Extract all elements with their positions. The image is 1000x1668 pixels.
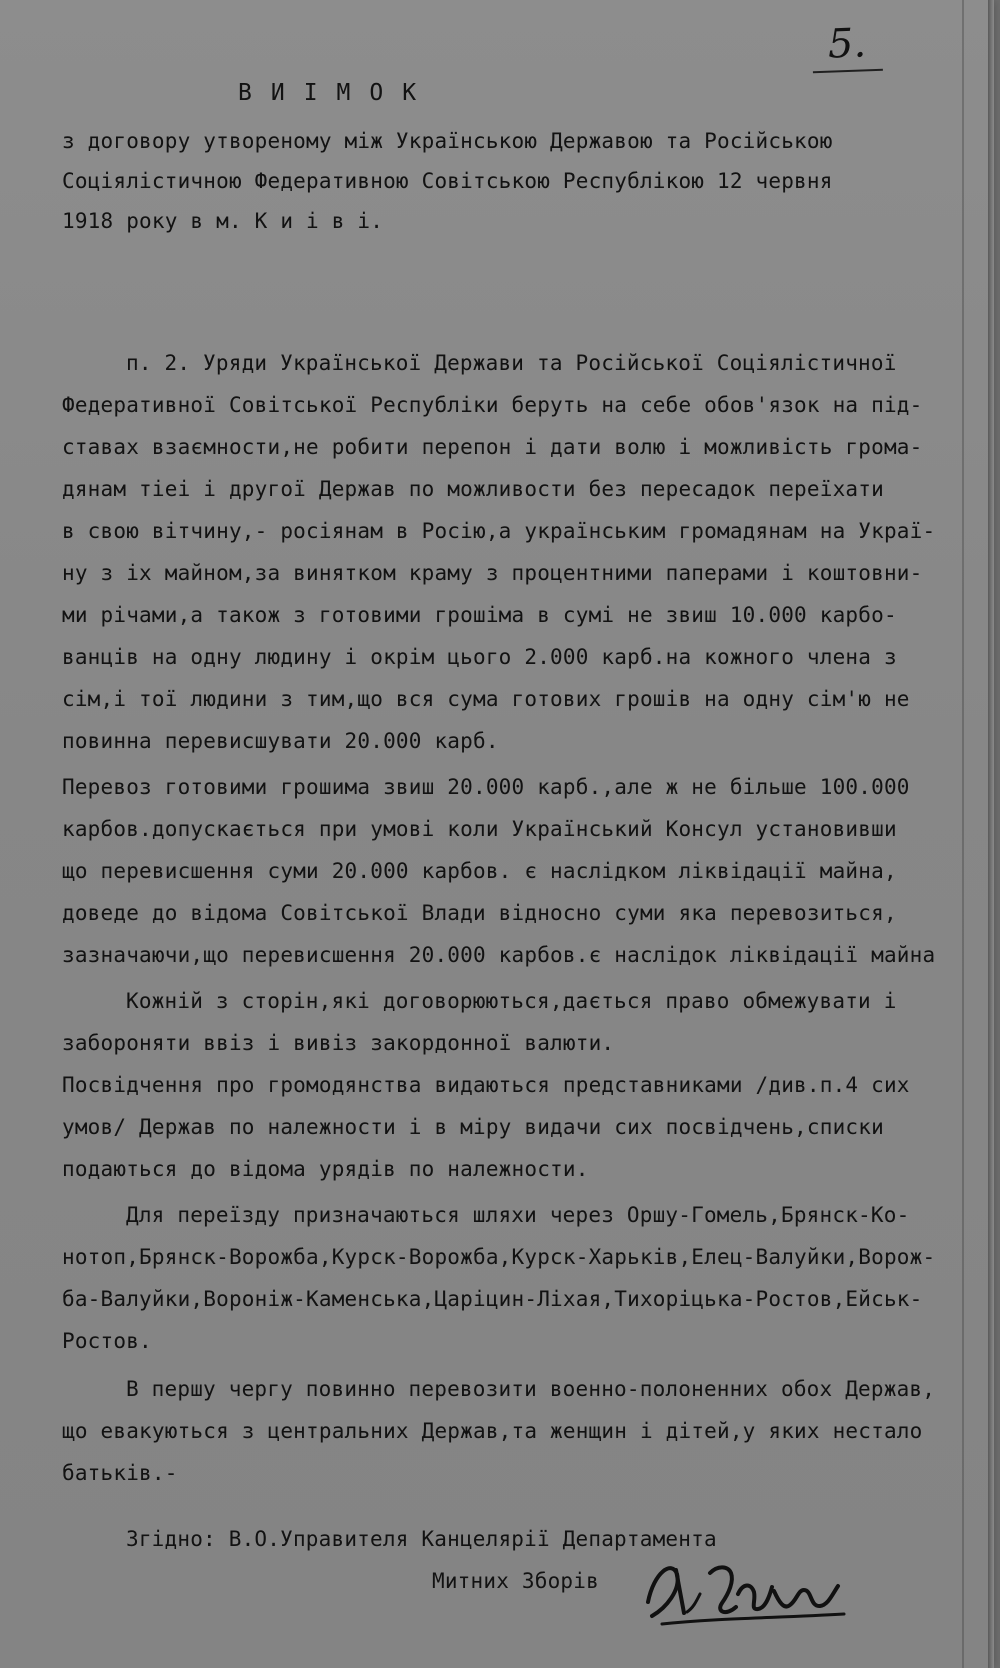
paragraph-5-line-3: ба-Валуйки,Вороніж-Каменська,Царіцин-Ліхая,Тихоріцька-Ростов,Ейськ- bbox=[62, 1287, 923, 1311]
page-number: 5. bbox=[811, 17, 883, 73]
paragraph-4-line-3: подаються до відома урядів по належности. bbox=[62, 1157, 589, 1181]
paragraph-1-line-2: Федеративної Совітської Республіки беруть на себе обов'язок на під- bbox=[62, 393, 923, 417]
paragraph-6-line-1: В першу чергу повинно перевозити военно-полоненних обох Держав, bbox=[126, 1377, 936, 1401]
document-title: ВИІМОК bbox=[238, 80, 436, 106]
paragraph-4-line-1: Посвідчення про громодянства видаються представниками /див.п.4 сих bbox=[62, 1073, 910, 1097]
paragraph-2-line-3: що перевисшення суми 20.000 карбов. є наслідком ліквідації майна, bbox=[62, 859, 897, 883]
signature-icon bbox=[630, 1546, 860, 1636]
paragraph-2-line-1: Перевоз готовими грошима звиш 20.000 карб.,але ж не більше 100.000 bbox=[62, 775, 910, 799]
paragraph-6-line-3: батьків.- bbox=[62, 1461, 178, 1485]
paragraph-2-line-5: зазначаючи,що перевисшення 20.000 карбов.є наслідок ліквідації майна bbox=[62, 943, 936, 967]
paragraph-3-line-2: забороняти ввіз і вивіз закордонної валюти. bbox=[62, 1031, 615, 1055]
paragraph-1-line-5: в свою вітчину,- росіянам в Росію,а українським громадянам на Украї- bbox=[62, 519, 936, 543]
paragraph-1-line-10: повинна перевисшувати 20.000 карб. bbox=[62, 729, 499, 753]
paragraph-1-line-3: ставах взаємности,не робити перепон і дати волю і можливість грома- bbox=[62, 435, 923, 459]
paragraph-2-line-4: доведе до відома Совітської Влади відносно суми яка перевозиться, bbox=[62, 901, 897, 925]
paragraph-5-line-1: Для переїзду призначаються шляхи через Оршу-Гомель,Брянск-Ко- bbox=[126, 1203, 910, 1227]
paragraph-6-line-2: що евакуються з центральних Держав,та женщин і дітей,у яких нестало bbox=[62, 1419, 923, 1443]
paragraph-3-line-1: Кожній з сторін,які договорюються,дається право обмежувати і bbox=[126, 989, 897, 1013]
signature bbox=[630, 1546, 860, 1636]
paragraph-1-line-4: дянам тіеі і другої Держав по можливости без пересадок переїхати bbox=[62, 477, 884, 501]
agreement-line-2: Митних Зборів bbox=[432, 1569, 599, 1593]
subtitle-line-2: Соціялістичною Федеративною Совітською Республікою 12 червня bbox=[62, 169, 833, 193]
subtitle-line-1: з договору утвореному між Українською Державою та Російською bbox=[62, 129, 833, 153]
paragraph-1-line-9: сім,і тої людини з тим,що вся сума готових грошів на одну сім'ю не bbox=[62, 687, 910, 711]
paragraph-1-line-8: ванців на одну людину і окрім цього 2.000 карб.на кожного члена з bbox=[62, 645, 897, 669]
paragraph-1-line-6: ну з іх майном,за винятком краму з процентними паперами і коштовни- bbox=[62, 561, 923, 585]
paragraph-2-line-2: карбов.допускається при умові коли Український Консул установивши bbox=[62, 817, 897, 841]
paragraph-4-line-2: умов/ Держав по належности і в міру видачи сих посвідчень,списки bbox=[62, 1115, 884, 1139]
paragraph-5-line-2: нотоп,Брянск-Ворожба,Курск-Ворожба,Курск-Харьків,Елец-Валуйки,Ворож- bbox=[62, 1245, 936, 1269]
paragraph-5-line-4: Ростов. bbox=[62, 1329, 152, 1353]
subtitle-line-3: 1918 року в м. К и і в і. bbox=[62, 209, 384, 233]
paragraph-1-line-1: п. 2. Уряди Української Держави та Російської Соціялістичної bbox=[126, 351, 897, 375]
agreement-line-1: Згідно: В.О.Управителя Канцелярії Департамента bbox=[126, 1527, 717, 1551]
paragraph-1-line-7: ми річами,а також з готовими грошіма в сумі не звиш 10.000 карбо- bbox=[62, 603, 897, 627]
